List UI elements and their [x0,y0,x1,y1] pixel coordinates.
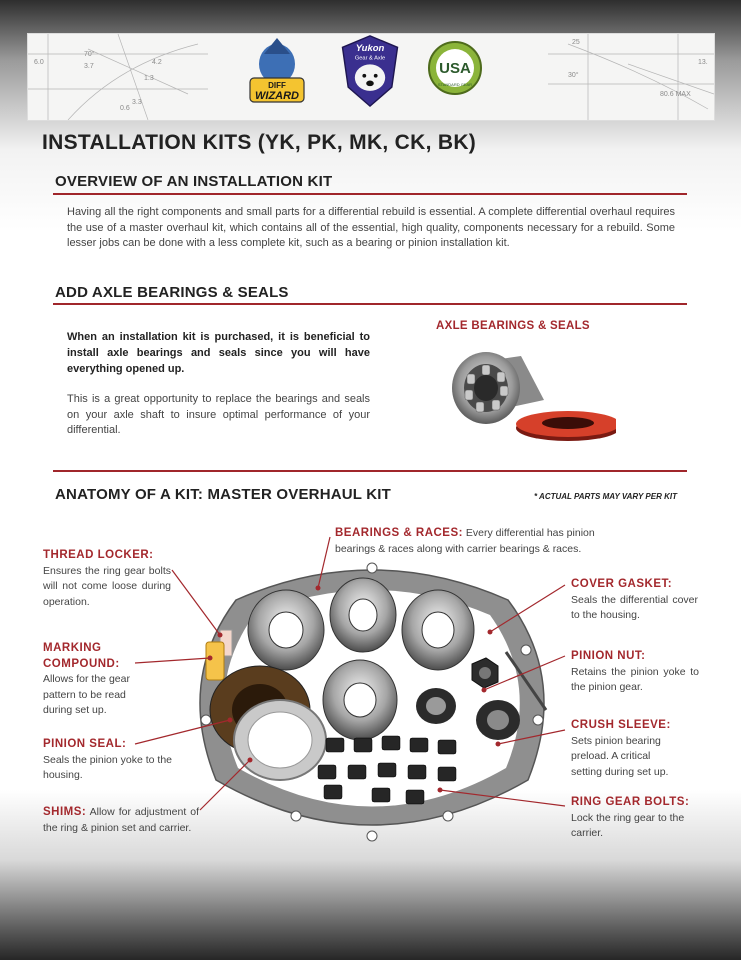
marking-compound-tube [206,642,224,680]
callout-text: Retains the pinion yoke to the pinion gear. [571,665,699,693]
callout-label: BEARINGS & RACES: [335,527,463,539]
header-banner [27,33,715,121]
dim-label: 25 [572,39,580,46]
callout-marking-compound [43,641,143,719]
section-divider [53,470,687,472]
callout-pinion-nut [571,649,699,696]
svg-text:Gear & Axle: Gear & Axle [354,55,386,62]
callout-pinion-seal [43,737,173,784]
callout-label: MARKING COMPOUND: [43,642,120,670]
axle-image-label: AXLE BEARINGS & SEALS [436,320,590,332]
section-divider [53,303,687,305]
callout-label: CRUSH SLEEVE: [571,719,671,731]
master-overhaul-kit-image [176,560,568,852]
callout-label: PINION NUT: [571,650,646,662]
callout-label: SHIMS: [43,806,87,818]
svg-text:DIFF: DIFF [268,81,286,90]
dim-label: 0.6 [120,105,130,112]
callout-text: Every differential has pinion bearings & races along with carrier bearings & races. [335,527,595,555]
callout-label: COVER GASKET: [571,578,673,590]
dim-label: 30° [568,72,579,79]
callout-text: Lock the ring gear to the carrier. [571,811,685,839]
dim-label: 80.6 MAX [660,91,691,98]
callout-label: PINION SEAL: [43,738,127,750]
usa-standard-gear-logo [424,34,486,108]
callout-text: Seals the pinion yoke to the housing. [43,753,173,781]
overview-body: Having all the right components and small parts for a differential rebuild is essential. A complete differential overhaul requires the use of a master overhaul kit, which contains all of the essential, high quality, components necessary for a rebuild. Some lesser jobs can be done with a less complete kit, such as a bearing or pinion installation kit. [67,206,675,249]
callout-shims [43,805,199,836]
callout-label: THREAD LOCKER: [43,549,154,561]
dim-label: 1.3 [144,75,154,82]
axle-heading: ADD AXLE BEARINGS & SEALS [55,284,289,301]
parts-note: * ACTUAL PARTS MAY VARY PER KIT [534,492,677,501]
dim-label: 4.2 [152,59,162,66]
callout-cover-gasket [571,577,698,624]
callout-text: Seals the differential cover to the housing. [571,593,698,621]
dim-label: 70° [84,51,95,58]
svg-text:WIZARD: WIZARD [255,90,299,102]
dim-label: 3.7 [84,63,94,70]
axle-body-text: This is a great opportunity to replace the bearings and seals on your axle shaft to insure optimal performance of your differential. [67,393,370,436]
svg-text:STANDARD GEAR: STANDARD GEAR [437,82,473,87]
section-divider [53,193,687,195]
callout-text: Sets pinion bearing preload. A critical setting during set up. [571,734,669,778]
page-title: INSTALLATION KITS (YK, PK, MK, CK, BK) [42,131,477,154]
callout-bearings-races [335,526,625,557]
callout-ring-gear-bolts [571,795,701,842]
diff-wizard-logo [246,34,308,108]
overview-heading: OVERVIEW OF AN INSTALLATION KIT [55,173,333,190]
callout-text: Allow for adjustment of the ring & pinion set and carrier. [43,806,199,834]
yukon-logo [337,34,403,108]
svg-text:USA: USA [439,60,471,77]
dim-label: 13. [698,59,708,66]
anatomy-heading: ANATOMY OF A KIT: MASTER OVERHAUL KIT [55,486,392,503]
callout-crush-sleeve [571,718,681,780]
axle-bearing-seal-image [446,348,616,444]
callout-text: Allows for the gear pattern to be read during set up. [43,673,130,716]
axle-lead-text: When an installation kit is purchased, it is beneficial to install axle bearings and seals since you will have everything opened up. [67,331,370,375]
callout-text: Ensures the ring gear bolts will not come loose during operation. [43,564,171,608]
callout-label: RING GEAR BOLTS: [571,796,690,808]
svg-text:Yukon: Yukon [355,43,385,55]
dim-label: 6.0 [34,59,44,66]
dim-label: 3.3 [132,99,142,106]
callout-thread-locker [43,548,171,610]
